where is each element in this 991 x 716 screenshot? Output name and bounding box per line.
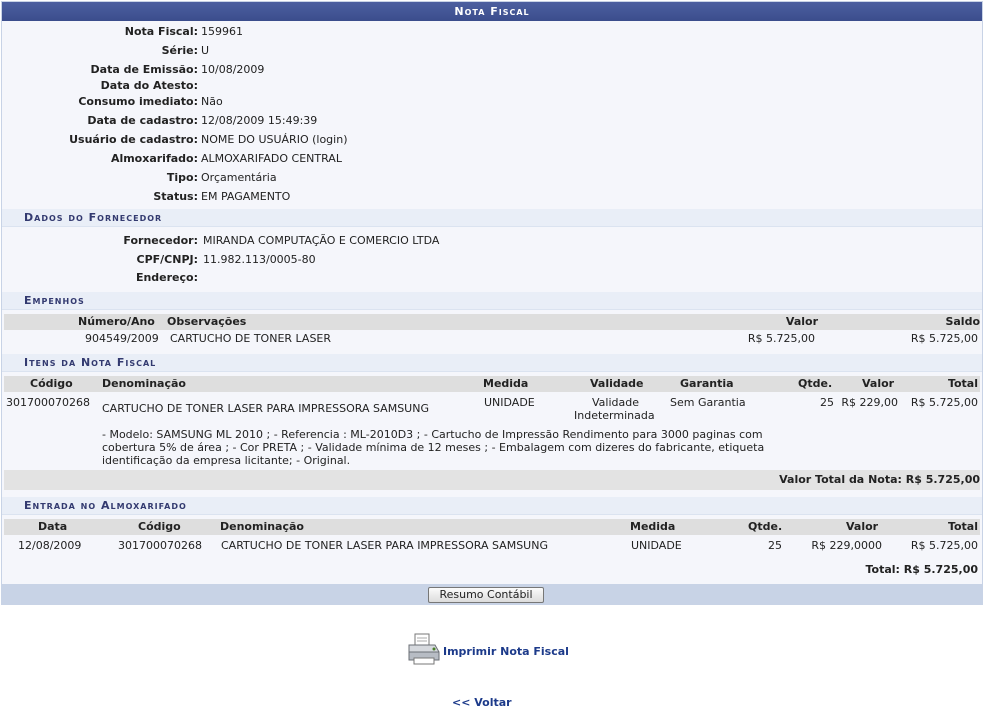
cell-validade-1: Validade [592, 396, 639, 409]
col-garantia: Garantia [680, 377, 734, 390]
field-value: 10/08/2009 [201, 63, 265, 76]
col-observacoes: Observações [167, 315, 247, 328]
field-value: 11.982.113/0005-80 [203, 253, 316, 266]
total-label: Total: [865, 563, 900, 576]
section-fornecedor: Dados do Fornecedor [2, 209, 982, 227]
valor-total-nota [779, 473, 980, 486]
voltar-link[interactable]: << Voltar [452, 696, 512, 709]
field-value: MIRANDA COMPUTAÇÃO E COMERCIO LTDA [203, 234, 440, 247]
field-value: Não [201, 95, 223, 108]
table-row [4, 537, 980, 555]
printer-icon[interactable] [406, 632, 440, 666]
field-value: EM PAGAMENTO [201, 190, 291, 203]
col-codigo: Código [30, 377, 73, 390]
field-value: 159961 [201, 25, 243, 38]
field-label: Consumo imediato: [78, 95, 198, 108]
field-value: Orçamentária [201, 171, 277, 184]
cell-qtde: 25 [820, 396, 834, 409]
cell-garantia: Sem Garantia [670, 396, 746, 409]
cell-codigo: 301700070268 [118, 539, 202, 552]
total-value: R$ 5.725,00 [903, 563, 978, 576]
col-total: Total [947, 520, 978, 533]
section-itens: Itens da Nota Fiscal [2, 354, 982, 372]
cell-medida: UNIDADE [631, 539, 682, 552]
col-data: Data [38, 520, 68, 533]
cell-qtde: 25 [768, 539, 782, 552]
field-label: Data de Emissão: [90, 63, 198, 76]
section-entrada: Entrada no Almoxarifado [2, 497, 982, 515]
print-nota-label[interactable]: Imprimir Nota Fiscal [443, 645, 569, 658]
cell-total: R$ 5.725,00 [910, 539, 978, 552]
resumo-contabil-button[interactable]: Resumo Contábil [428, 587, 544, 603]
col-codigo: Código [138, 520, 181, 533]
cell-validade-2: Indeterminada [574, 409, 655, 422]
table-row [4, 394, 980, 470]
form-actions-bar [2, 584, 982, 605]
cell-total: R$ 5.725,00 [910, 396, 978, 409]
col-medida: Medida [630, 520, 676, 533]
field-label: CPF/CNPJ: [136, 253, 198, 266]
cell-denominacao: CARTUCHO DE TONER LASER PARA IMPRESSORA SAMSUNG [102, 402, 429, 415]
field-label: Nota Fiscal: [124, 25, 198, 38]
empenhos-table-header [4, 314, 980, 330]
field-value: ALMOXARIFADO CENTRAL [201, 152, 342, 165]
field-label: Série: [161, 44, 198, 57]
cell-codigo: 301700070268 [6, 396, 90, 409]
section-empenhos: Empenhos [2, 292, 982, 310]
cell-denominacao: CARTUCHO DE TONER LASER PARA IMPRESSORA SAMSUNG [221, 539, 548, 552]
field-label: Data do Atesto: [100, 79, 198, 92]
col-valor: Valor [785, 315, 818, 328]
col-medida: Medida [483, 377, 529, 390]
cell-valor: R$ 5.725,00 [747, 332, 815, 345]
entrada-total [865, 563, 978, 576]
field-label: Usuário de cadastro: [69, 133, 198, 146]
total-value: R$ 5.725,00 [905, 473, 980, 486]
field-label: Fornecedor: [123, 234, 198, 247]
cell-data: 12/08/2009 [18, 539, 82, 552]
field-value: 12/08/2009 15:49:39 [201, 114, 318, 127]
panel-title: Nota Fiscal [2, 2, 982, 21]
col-saldo: Saldo [945, 315, 980, 328]
field-label: Data de cadastro: [87, 114, 198, 127]
col-validade: Validade [590, 377, 644, 390]
cell-saldo: R$ 5.725,00 [910, 332, 978, 345]
col-numero: Número/Ano [78, 315, 155, 328]
item-description-line: cobertura 5% de área ; - Cor PRETA ; - Validade mínima de 12 meses ; - Embalagem com dizeres do fabricante, etiqueta [102, 441, 765, 454]
item-description-line: - Modelo: SAMSUNG ML 2010 ; - Referencia : ML-2010D3 ; - Cartucho de Impressão Rendimento para 3000 paginas com [102, 428, 763, 441]
entrada-table-header [4, 519, 980, 535]
cell-valor: R$ 229,0000 [811, 539, 882, 552]
col-qtde: Qtde. [748, 520, 783, 533]
field-label: Tipo: [166, 171, 198, 184]
item-description-line: identificação da empresa licitante; - Original. [102, 454, 351, 467]
itens-table-header [4, 376, 980, 392]
col-denominacao: Denominação [220, 520, 304, 533]
col-denominacao: Denominação [102, 377, 186, 390]
table-row [4, 331, 980, 347]
col-valor: Valor [846, 520, 879, 533]
cell-valor: R$ 229,00 [841, 396, 898, 409]
field-value: U [201, 44, 210, 57]
nota-fiscal-panel [1, 1, 983, 605]
cell-numero: 904549/2009 [85, 332, 159, 345]
col-qtde: Qtde. [798, 377, 833, 390]
field-label: Endereço: [135, 271, 198, 284]
field-value: NOME DO USUÁRIO (login) [201, 133, 348, 146]
col-valor: Valor [862, 377, 895, 390]
cell-observacoes: CARTUCHO DE TONER LASER [170, 332, 332, 345]
field-label: Status: [153, 190, 198, 203]
total-label: Valor Total da Nota: [779, 473, 902, 486]
cell-medida: UNIDADE [484, 396, 535, 409]
itens-total-bar [4, 470, 980, 490]
col-total: Total [947, 377, 978, 390]
field-label: Almoxarifado: [110, 152, 198, 165]
